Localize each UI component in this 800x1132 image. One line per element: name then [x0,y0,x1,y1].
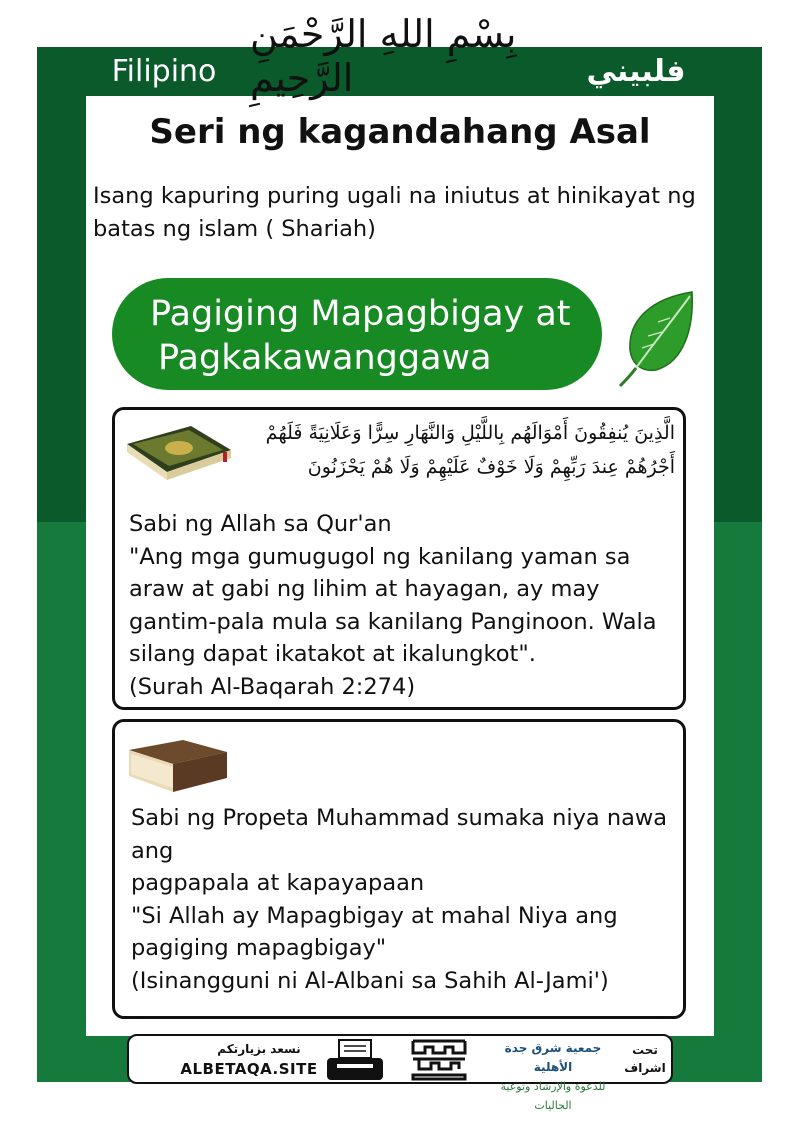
quran-book-icon [123,422,235,482]
language-tab-filipino: Filipino [86,47,242,96]
footer-under-line-1: تحت [632,1043,658,1057]
language-tab-arabic: فلبيني [558,47,714,96]
book-icon [123,730,233,800]
quran-quote: "Ang mga gumugugol ng kanilang yaman sa araw at gabi ng lihim at hayagan, ay may gantim-pala mula sa kanilang Panginoon. Wala silang dapat ikatakot at ikalungkot". [129,543,657,667]
topic-line-2: Pagkakawanggawa [158,338,492,378]
basmala-calligraphy: بِسْمِ اللهِ الرَّحْمَنِ الرَّحِيمِ [250,12,517,100]
kufi-calligraphy-logo [411,1039,467,1081]
topic-banner [112,278,602,390]
footer-welcome-arabic: نسعد بزيارتكم [217,1042,301,1056]
leaf-icon [614,288,696,388]
footer-org-subtitle: للدعوة والإرشاد وتوعية الجاليات [500,1080,606,1112]
footer-bar [127,1034,673,1112]
quran-intro: Sabi ng Allah sa Qur'an [129,511,392,537]
hadith-intro-line-1: Sabi ng Propeta Muhammad sumaka niya nawa ang [131,805,668,864]
footer-under-line-2: اشراف [624,1061,666,1075]
footer-organization [485,1039,621,1112]
page-title: Seri ng kagandahang Asal [149,112,651,152]
topic-line-1: Pagiging Mapagbigay at [150,294,571,334]
quran-reference: (Surah Al-Baqarah 2:274) [129,673,416,700]
hadith-quote: "Si Allah ay Mapagbigay at mahal Niya ang pagiging mapagbigay" [131,902,618,961]
page-subtitle: Isang kapuring puring ugali na iniutus at hinikayat ng batas ng islam ( Shariah) [93,183,696,242]
hadith-card [112,719,686,1019]
hadith-reference: (Isinangguni ni Al-Albani sa Sahih Al-Jami') [131,967,609,994]
printer-icon [325,1038,385,1082]
footer-site-link[interactable]: ALBETAQA.SITE [180,1060,318,1078]
hadith-card-text [131,802,681,997]
quran-ayah-arabic: الَّذِينَ يُنفِقُونَ أَمْوَالَهُم بِاللَّيْلِ وَالنَّهَارِ سِرًّا وَعَلَانِيَةً فَلَهُمْ أَجْرُهُمْ عِندَ رَبِّهِمْ وَلَا خَوْفٌ عَلَيْهِمْ وَلَا هُمْ يَحْزَنُونَ [265,422,675,478]
quran-card-text [129,508,679,703]
footer-supervision [623,1041,667,1077]
hadith-intro-line-2: pagpapala at kapayapaan [131,870,425,896]
quran-verse-card [112,407,686,710]
footer-org-name: جمعية شرق جدة الأهلية [504,1041,602,1074]
